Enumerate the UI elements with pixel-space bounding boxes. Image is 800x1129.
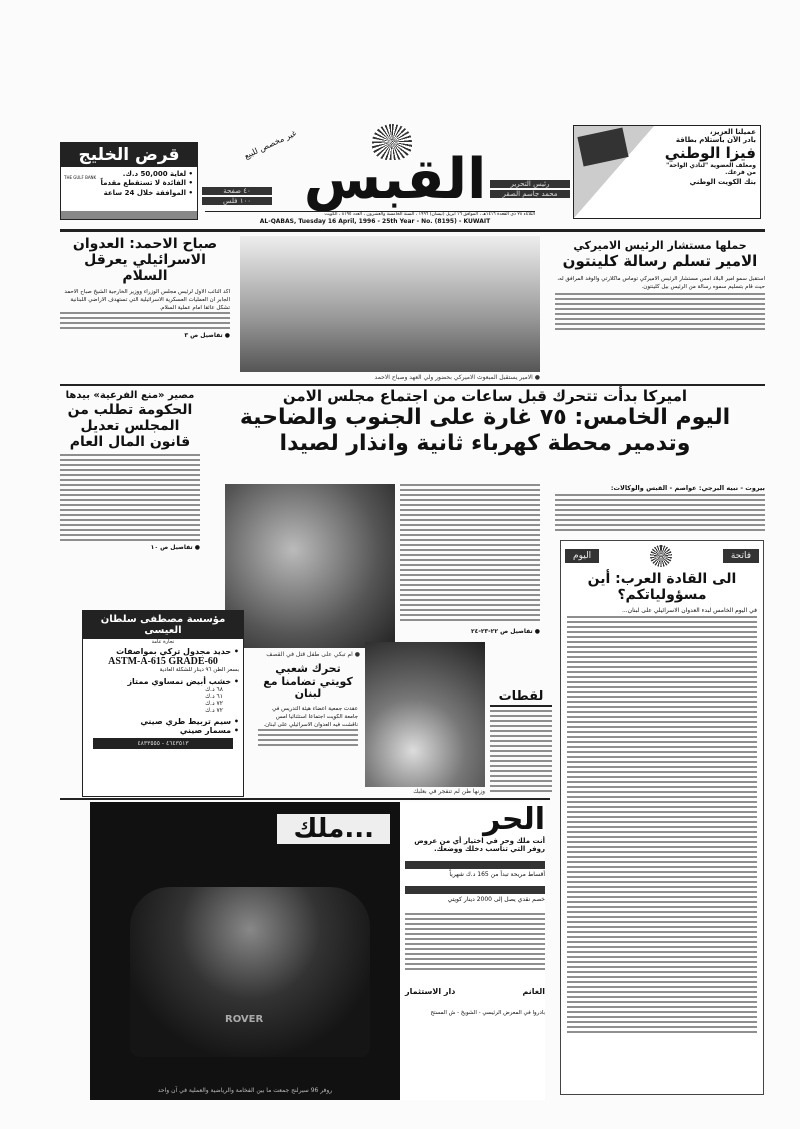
- ad-line: • لغاية 50,000 د.ك.: [122, 170, 193, 178]
- ad-item: • سيم تربيط طري صيني: [140, 717, 239, 726]
- story-emir: [555, 240, 765, 333]
- ad-headline: ...ملك: [277, 814, 390, 844]
- price-row: ٦٨ د.ك: [205, 686, 223, 693]
- main-headline: اليوم الخامس: ٧٥ غارة على الجنوب والضاحية: [239, 405, 731, 431]
- masthead-tagline: غير مخصص للبيع: [242, 128, 298, 161]
- ad-title: قرض الخليج: [61, 143, 197, 167]
- snapshots-section: [490, 690, 552, 795]
- ad-title: فيزا الوطني: [664, 144, 756, 162]
- photo-caption: ● الامير يستقبل المبعوث الاميركي بحضور ولي العهد وصباح الاحمد: [374, 374, 540, 381]
- main-story-body: [555, 484, 765, 534]
- car-image: [130, 887, 370, 1057]
- editorial-box: [560, 540, 764, 1095]
- price-box: [202, 187, 272, 205]
- page-count: ٤٠ صفحة: [202, 187, 272, 195]
- editorial-label: اليوم: [565, 549, 599, 563]
- date-line-en: AL-QABAS, Tuesday 16 April, 1996 - 25th Year - No. (8195) - KUWAIT: [259, 218, 491, 225]
- photo-emir-meeting: [240, 236, 540, 372]
- gulf-bank-ad: [60, 142, 198, 220]
- editor-name: محمد جاسم الصقر: [490, 190, 570, 198]
- main-headline: وتدمير محطة كهرباء ثانية وانذار لصيدا: [279, 430, 691, 456]
- story-law: [60, 390, 200, 551]
- main-story-text: [400, 484, 540, 624]
- ad-sub: تجارة عامة: [151, 639, 175, 645]
- editorial-lead: في اليوم الخامس لبدء العدوان الاسرائيلي على لبنان...: [621, 607, 757, 615]
- ad-spec: ASTM-A-615 GRADE-60: [108, 656, 218, 667]
- byline: بيروت - نبيه البرجي: عواصم - القبس والوكالات:: [610, 484, 765, 492]
- ad-line: من فرعك.: [725, 169, 756, 176]
- ad-company: مؤسسة مصطفى سلطان العيسى: [83, 611, 243, 639]
- divider: [60, 229, 765, 232]
- price-row: ٧٢ د.ك: [205, 700, 223, 707]
- ad-note: بسعر الطن ٩٦ دينار للشكلة العادية: [159, 667, 239, 673]
- section-title: لقطات: [490, 690, 552, 707]
- story-lead: اكد النائب الاول لرئيس مجلس الوزراء ووزير الخارجية الشيخ صباح الاحمد الجابر ان العمليات العسكرية الاسرائيلية التي تستهدف الاراضي اللبنانية تشكل عائقا امام عملية السلام.: [64, 289, 230, 312]
- story-kuwait-solidarity: [258, 663, 358, 749]
- ad-text: أنت ملك وحر في اختيار أي من عروض روفر التي تناسب دخلك ووضعك.: [414, 837, 545, 853]
- editor-label: رئيس التحرير: [490, 180, 570, 188]
- story-headline: صباح الاحمد: العدوان الاسرائيلي يعرقل السلام: [72, 236, 218, 285]
- sun-icon: [650, 545, 672, 567]
- ad-phone: ٤٦٤٣٥١٣ - ٤٨٣٣٥٥٥: [93, 738, 233, 749]
- ad-offer: أقساط مريحة تبدأ من 165 د.ك شهرياً: [405, 861, 545, 878]
- price-row: ٦١ د.ك: [205, 693, 223, 700]
- divider: [60, 384, 765, 386]
- ad-offer: خصم نقدي يصل إلى 2000 دينار كويتي: [405, 886, 545, 903]
- ad-line: ومغلف العضوية "لنادي الواحة": [666, 162, 756, 169]
- ad-item: • خشب أبيض نمساوي ممتاز: [127, 677, 239, 686]
- story-kicker: حملها مستشار الرئيس الاميركي: [573, 239, 747, 252]
- main-kicker: اميركا بدأت تتحرك قبل ساعات من اجتماع مجلس الامن: [282, 387, 688, 405]
- bank-logo: THE GULF BANK: [64, 175, 97, 180]
- dealer-logo: الغانم: [522, 987, 545, 996]
- car-badge: ROVER: [225, 1014, 264, 1025]
- details-link[interactable]: ● تفاصيل ص ١٠: [150, 543, 200, 551]
- story-headline: تحرك شعبي كويتي تضامنا مع لبنان: [263, 662, 353, 701]
- photo-mourners: [225, 484, 395, 648]
- ad-line: • الموافقة خلال 24 ساعة: [103, 189, 193, 197]
- details-link[interactable]: ● تفاصيل ص ٣: [184, 332, 230, 340]
- story-lead: عقدت جمعية اعضاء هيئة التدريس في جامعة الكويت اجتماعا استثنائيا امس ناقشت فيه العدوان الاسرائيلي على لبنان.: [263, 705, 358, 728]
- story-lead: استقبل سمو امير البلاد امس مستشار الرئيس الاميركي توماس ماكلارتي والوفد المرافق له، حيث قام بتسليم سموه رسالة من الرئيس بيل كلينتون.: [557, 275, 765, 290]
- details-link[interactable]: ● تفاصيل ص ٢٢-٢٣-٢٤: [471, 628, 540, 635]
- story-kicker: مصير «منع الفرعية» بيدها: [65, 390, 195, 401]
- showroom-address: بادروا في المعرض الرئيسي - الشويخ - ش المستح: [430, 1010, 545, 1016]
- editorial-headline: الى القادة العرب: أين مسؤولياتكم؟: [587, 571, 737, 604]
- rover-ad: [90, 802, 545, 1100]
- editor-box: [490, 180, 570, 198]
- price-row: ٧٢ د.ك: [205, 707, 223, 714]
- ad-headline: الحر: [483, 802, 545, 837]
- editorial-label: فاتحة: [723, 549, 759, 563]
- photo-caption: وزنها طن لم تنفجر في بعلبك: [413, 788, 485, 795]
- story-headline: الحكومة تطلب من المجلس تعديل قانون المال العام: [67, 401, 193, 450]
- ad-line: بادر الآن باستلام بطاقة: [675, 136, 756, 144]
- dealer-logo: دار الاستثمار: [405, 987, 456, 996]
- divider: [60, 798, 550, 800]
- masthead-logo: القبس: [303, 147, 487, 212]
- bank-name: بنك الكويت الوطني: [689, 178, 756, 186]
- date-line-ar: الثلاثاء ٢٨ ذي القعدة ١٤١٦هـ ، الموافق ١٦ ابريل (نيسان) ١٩٩٦ ، السنة الخامسة والعشرون ، العدد ٨١٩٥ ، الكويت: [205, 211, 535, 217]
- ad-line: عميلنا العزيز،: [709, 128, 756, 136]
- price: ١٠٠ فلس: [202, 197, 272, 205]
- nbk-visa-ad: [573, 125, 761, 219]
- photo-bomb-crowd: [365, 642, 485, 787]
- ad-tagline: روفر 96 سيرلنج جمعت ما بين الفخامة والرياضية والعملية في آن واحد: [157, 1087, 333, 1094]
- ad-item: • مسمار صيني: [179, 726, 239, 735]
- ad-item: • حديد مجدول تركي بمواصفات: [116, 647, 239, 656]
- story-sabah: [60, 236, 230, 339]
- sultan-ad: [82, 610, 244, 797]
- photo-caption: ● ام تبكي على طفل قتل في القصف: [266, 651, 360, 658]
- main-story: [205, 388, 765, 456]
- story-headline: الامير تسلم رسالة كلينتون: [562, 251, 758, 270]
- ad-line: • الفائدة لا تستقطع مقدماً: [100, 179, 193, 187]
